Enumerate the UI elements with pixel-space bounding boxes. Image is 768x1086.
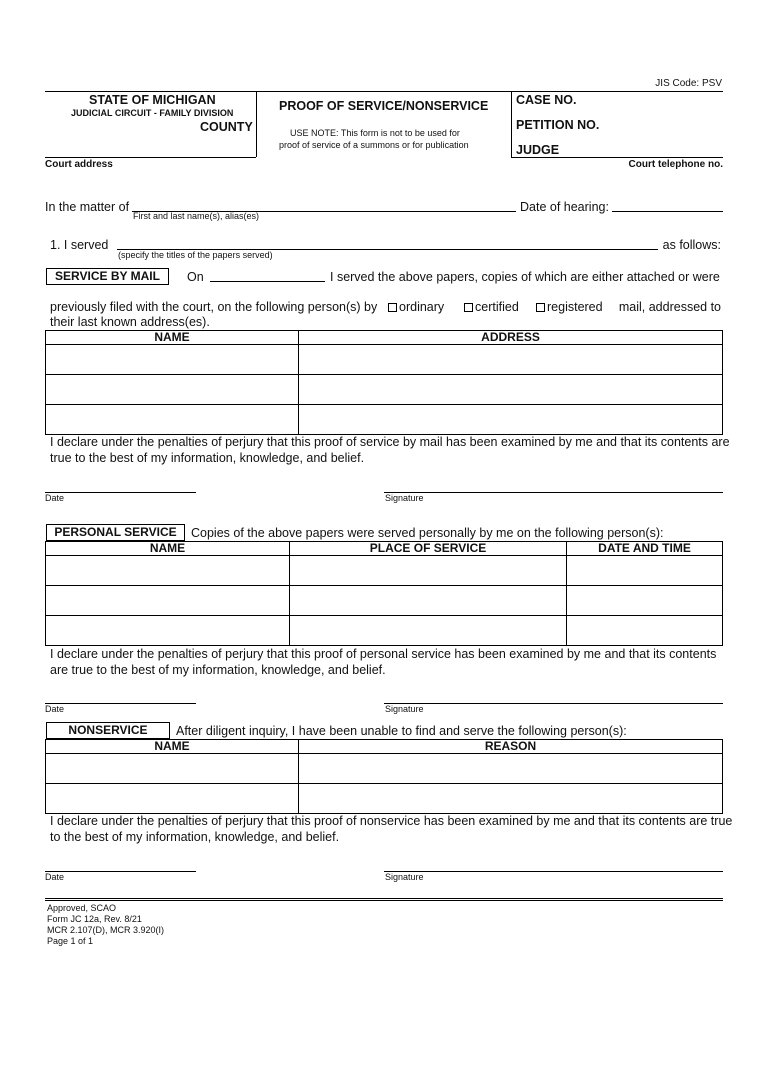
mail-date-field[interactable] [210, 281, 325, 282]
table-row [46, 784, 723, 814]
mail-text-line3: their last known address(es). [50, 315, 210, 329]
mail-text-line1: I served the above papers, copies of which are either attached or were [330, 270, 720, 284]
jis-code: JIS Code: PSV [655, 78, 722, 89]
mail-addressed-label: mail, addressed to [618, 300, 721, 314]
mail-text-line2: previously filed with the court, on the following person(s) by [50, 300, 378, 314]
footer-rule [45, 898, 723, 901]
personal-datetime-cell[interactable] [567, 586, 723, 616]
mail-address-cell[interactable] [299, 375, 723, 405]
personal-name-cell[interactable] [46, 586, 290, 616]
personal-col-name: NAME [46, 542, 290, 556]
i-served-label: 1. I served [50, 238, 109, 252]
nonservice-date-label: Date [45, 872, 65, 882]
personal-name-cell[interactable] [46, 616, 290, 646]
nonservice-text: After diligent inquiry, I have been unable to find and serve the following person(s): [176, 724, 627, 738]
mail-name-cell[interactable] [46, 405, 299, 435]
mail-name-cell[interactable] [46, 345, 299, 375]
mail-table [45, 330, 723, 435]
personal-service-label: PERSONAL SERVICE [46, 524, 185, 541]
personal-date-label: Date [45, 704, 65, 714]
table-row [46, 556, 723, 586]
personal-datetime-cell[interactable] [567, 616, 723, 646]
ordinary-label: ordinary [399, 300, 445, 314]
header-top-rule [45, 91, 723, 92]
personal-name-cell[interactable] [46, 556, 290, 586]
registered-label: registered [547, 300, 603, 314]
header-divider-left [256, 91, 257, 157]
personal-signature-line[interactable] [384, 703, 723, 704]
court-address-label: Court address [45, 159, 113, 170]
mail-signature-line[interactable] [384, 492, 723, 493]
mail-date-line[interactable] [45, 492, 196, 493]
mail-signature-label: Signature [385, 493, 424, 503]
footer-page: Page 1 of 1 [47, 936, 94, 946]
date-of-hearing-field[interactable] [612, 211, 723, 212]
table-row [46, 375, 723, 405]
nonservice-reason-cell[interactable] [299, 784, 723, 814]
ordinary-checkbox[interactable] [388, 303, 397, 312]
header-county-rule [45, 157, 256, 158]
mail-date-label: Date [45, 493, 65, 503]
mail-col-name: NAME [46, 331, 299, 345]
as-follows-label: as follows: [662, 238, 721, 252]
nonservice-name-cell[interactable] [46, 754, 299, 784]
nonservice-col-reason: REASON [299, 740, 723, 754]
personal-declaration-line2: are true to the best of my information, knowledge, and belief. [50, 663, 386, 677]
state-title: STATE OF MICHIGAN [89, 93, 216, 107]
table-row [46, 586, 723, 616]
personal-datetime-cell[interactable] [567, 556, 723, 586]
matter-name-hint: First and last name(s), alias(es) [133, 211, 260, 221]
nonservice-signature-line[interactable] [384, 871, 723, 872]
mail-col-address: ADDRESS [299, 331, 723, 345]
personal-signature-label: Signature [385, 704, 424, 714]
certified-label: certified [475, 300, 519, 314]
mail-declaration-line1: I declare under the penalties of perjury that this proof of service by mail has been examined by me and that its contents are [50, 435, 730, 449]
table-row [46, 405, 723, 435]
personal-place-cell[interactable] [290, 616, 567, 646]
form-title: PROOF OF SERVICE/NONSERVICE [279, 99, 489, 113]
personal-declaration-line1: I declare under the penalties of perjury that this proof of personal service has been examined by me and that its contents [50, 647, 717, 661]
date-of-hearing-label: Date of hearing: [520, 200, 609, 214]
nonservice-date-line[interactable] [45, 871, 196, 872]
footer-approved: Approved, SCAO [47, 903, 117, 913]
nonservice-reason-cell[interactable] [299, 754, 723, 784]
footer-form-number: Form JC 12a, Rev. 8/21 [47, 914, 142, 924]
certified-option[interactable] [464, 300, 519, 314]
personal-service-text: Copies of the above papers were served personally by me on the following person(s): [191, 526, 664, 540]
county-label: COUNTY [200, 120, 253, 134]
petition-no-label: PETITION NO. [516, 118, 600, 132]
nonservice-declaration-line2: to the best of my information, knowledge, and belief. [50, 830, 340, 844]
nonservice-col-name: NAME [46, 740, 299, 754]
header-judge-rule [511, 157, 723, 158]
mail-declaration-line2: true to the best of my information, knowledge, and belief. [50, 451, 365, 465]
court-telephone-label: Court telephone no. [628, 159, 723, 170]
nonservice-label: NONSERVICE [46, 722, 170, 739]
nonservice-table [45, 739, 723, 814]
personal-col-place: PLACE OF SERVICE [290, 542, 567, 556]
personal-place-cell[interactable] [290, 556, 567, 586]
footer-mcr: MCR 2.107(D), MCR 3.920(I) [47, 925, 165, 935]
papers-served-hint: (specify the titles of the papers served) [118, 250, 273, 260]
use-note-line1: USE NOTE: This form is not to be used for [290, 128, 460, 138]
use-note-line2: proof of service of a summons or for publication [279, 140, 469, 150]
case-no-label: CASE NO. [516, 93, 577, 107]
nonservice-name-cell[interactable] [46, 784, 299, 814]
registered-option[interactable] [536, 300, 603, 314]
certified-checkbox[interactable] [464, 303, 473, 312]
table-row [46, 616, 723, 646]
court-division: JUDICIAL CIRCUIT - FAMILY DIVISION [71, 108, 234, 118]
mail-address-cell[interactable] [299, 345, 723, 375]
personal-place-cell[interactable] [290, 586, 567, 616]
in-matter-of-label: In the matter of [45, 200, 130, 214]
table-row [46, 754, 723, 784]
header-divider-right [511, 91, 512, 157]
personal-col-datetime: DATE AND TIME [567, 542, 723, 556]
registered-checkbox[interactable] [536, 303, 545, 312]
table-row [46, 345, 723, 375]
judge-label: JUDGE [516, 143, 560, 157]
ordinary-option[interactable] [388, 300, 444, 314]
personal-table [45, 541, 723, 646]
personal-date-line[interactable] [45, 703, 196, 704]
mail-on-label: On [187, 270, 204, 284]
nonservice-declaration-line1: I declare under the penalties of perjury that this proof of nonservice has been examined by me and that its contents are true [50, 814, 733, 828]
mail-address-cell[interactable] [299, 405, 723, 435]
service-by-mail-label: SERVICE BY MAIL [46, 268, 169, 285]
mail-name-cell[interactable] [46, 375, 299, 405]
nonservice-signature-label: Signature [385, 872, 424, 882]
